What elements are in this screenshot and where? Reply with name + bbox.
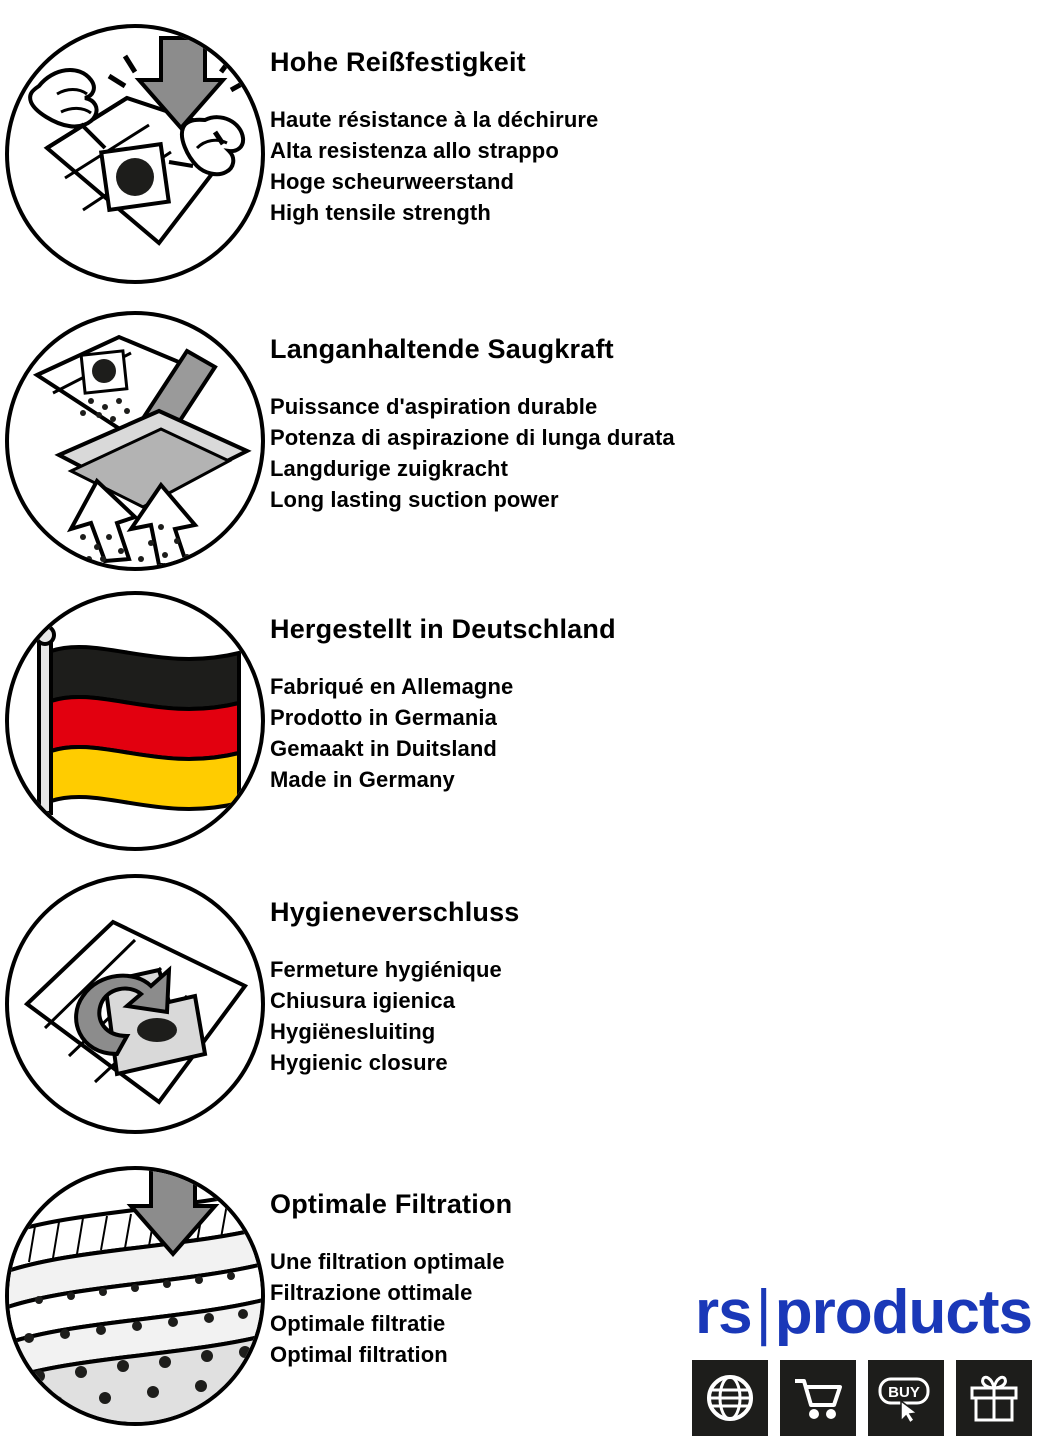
- feature-line-it: Potenza di aspirazione di lunga durata: [270, 424, 675, 450]
- feature-line-nl: Hygiënesluiting: [270, 1019, 436, 1045]
- feature-texts: [270, 868, 520, 1079]
- feature-line-it: Prodotto in Germania: [270, 704, 497, 730]
- feature-line-en: High tensile strength: [270, 200, 491, 226]
- shopping-cart-icon[interactable]: [780, 1360, 856, 1436]
- brand-icon-row: [642, 1360, 1032, 1436]
- brand-separator: |: [755, 1278, 771, 1347]
- feature-line-nl: Langdurige zuigkracht: [270, 456, 509, 482]
- hygienic-closure-icon: [5, 874, 265, 1134]
- feature-line-it: Alta resistenza allo strappo: [270, 137, 559, 163]
- feature-texts: [270, 305, 675, 516]
- svg-text:BUY: BUY: [888, 1384, 920, 1401]
- feature-icon-wrap: [0, 1160, 270, 1426]
- feature-line-fr: Puissance d'aspiration durable: [270, 393, 598, 419]
- feature-icon-wrap: [0, 868, 270, 1134]
- german-flag-icon: [5, 591, 265, 851]
- feature-row: [0, 585, 1040, 851]
- feature-texts: [270, 18, 598, 229]
- feature-line-it: Filtrazione ottimale: [270, 1279, 473, 1305]
- feature-icon-wrap: [0, 585, 270, 851]
- feature-row: [0, 868, 1040, 1134]
- feature-title: Hergestellt in Deutschland: [270, 614, 616, 644]
- feature-line-it: Chiusura igienica: [270, 987, 456, 1013]
- feature-line-en: Made in Germany: [270, 767, 455, 793]
- feature-texts: [270, 585, 616, 796]
- feature-line-nl: Optimale filtratie: [270, 1311, 446, 1337]
- feature-line-nl: Hoge scheurweerstand: [270, 169, 515, 195]
- feature-line-fr: Une filtration optimale: [270, 1248, 505, 1274]
- feature-line-en: Long lasting suction power: [270, 487, 559, 513]
- tear-resistance-icon: [5, 24, 265, 284]
- globe-icon[interactable]: [692, 1360, 768, 1436]
- feature-row: [0, 18, 1040, 284]
- feature-row: [0, 305, 1040, 571]
- feature-icon-wrap: [0, 305, 270, 571]
- feature-texts: [270, 1160, 512, 1371]
- brand-name-first: rs: [695, 1278, 752, 1347]
- buy-button-icon[interactable]: [868, 1360, 944, 1436]
- feature-line-en: Optimal filtration: [270, 1342, 448, 1368]
- feature-title: Optimale Filtration: [270, 1189, 513, 1219]
- feature-title: Hygieneverschluss: [270, 897, 520, 927]
- feature-title: Hohe Reißfestigkeit: [270, 47, 526, 77]
- feature-title: Langanhaltende Saugkraft: [270, 334, 614, 364]
- brand-block: [642, 1278, 1032, 1436]
- feature-line-fr: Fermeture hygiénique: [270, 956, 502, 982]
- suction-power-icon: [5, 311, 265, 571]
- feature-line-en: Hygienic closure: [270, 1050, 448, 1076]
- feature-line-fr: Haute résistance à la déchirure: [270, 106, 599, 132]
- gift-box-icon[interactable]: [956, 1360, 1032, 1436]
- brand-logo: [642, 1278, 1032, 1347]
- filtration-layers-icon: [5, 1166, 265, 1426]
- feature-line-fr: Fabriqué en Allemagne: [270, 673, 514, 699]
- feature-icon-wrap: [0, 18, 270, 284]
- brand-name-second: products: [774, 1278, 1032, 1347]
- feature-line-nl: Gemaakt in Duitsland: [270, 736, 497, 762]
